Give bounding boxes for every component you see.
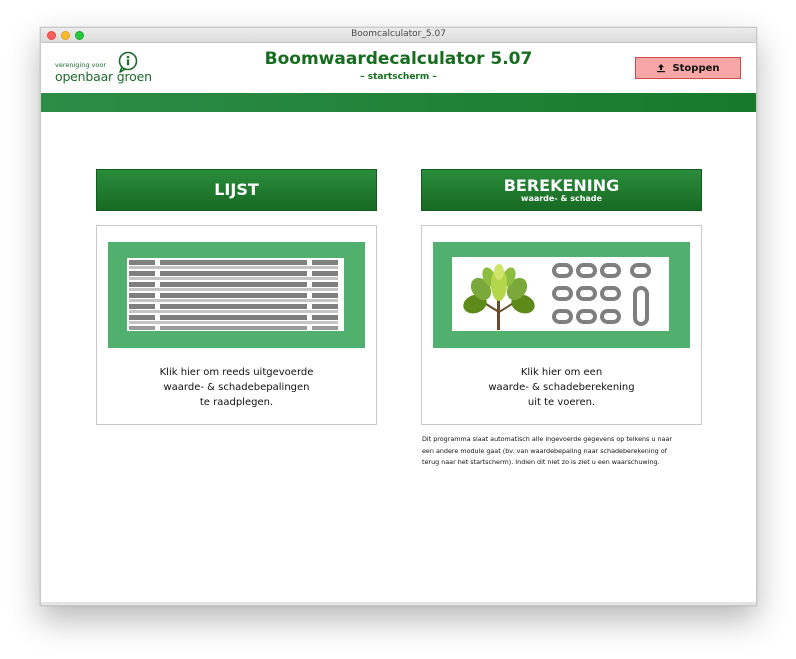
- stop-button-label: Stoppen: [672, 62, 720, 74]
- app-subtitle: – startscherm –: [360, 72, 437, 82]
- header-green-bar: [41, 93, 756, 112]
- window-bottom-edge: [41, 602, 756, 605]
- info-line-2: een andere module gaat (bv. van waardebepaling naar schadeberekening of: [422, 446, 667, 455]
- berekening-description-line-3: uit te voeren.: [527, 397, 596, 408]
- window-title: Boomcalculator_5.07: [351, 29, 446, 39]
- logo-big-text: openbaar groen: [55, 69, 152, 84]
- berekening-image: [433, 242, 690, 348]
- title-bar[interactable]: [41, 28, 756, 43]
- lijst-description-line-1: Klik hier om reeds uitgevoerde: [159, 367, 314, 378]
- lijst-heading: LIJST: [214, 180, 259, 199]
- info-line-1: Dit programma slaat automatisch alle ingevoerde gegevens op telkens u naar: [422, 435, 673, 443]
- berekening-subheading: waarde- & schade: [521, 194, 602, 203]
- berekening-description: [422, 365, 701, 410]
- berekening-description-line-1: Klik hier om een: [520, 367, 603, 378]
- app-title: Boomwaardecalculator 5.07: [264, 49, 533, 69]
- berekening-card[interactable]: [421, 225, 702, 425]
- lijst-description-line-3: te raadplegen.: [199, 397, 274, 408]
- logo-small-text: vereniging voor: [55, 61, 107, 69]
- lijst-card[interactable]: [96, 225, 377, 425]
- berekening-heading-button[interactable]: [421, 169, 702, 211]
- lijst-heading-button[interactable]: [96, 169, 377, 211]
- berekening-description-line-2: waarde- & schadeberekening: [488, 382, 635, 393]
- berekening-heading: BEREKENING: [503, 176, 620, 195]
- app-window: [40, 27, 757, 606]
- app-header: [41, 43, 756, 93]
- info-line-3: terug naar het startscherm). Indien dit niet zo is ziet u een waarschuwing.: [422, 458, 660, 466]
- tree-calculator-icon: [433, 242, 690, 348]
- lijst-image: [108, 242, 365, 348]
- upload-icon: [656, 63, 666, 73]
- list-table-icon: [108, 242, 365, 348]
- lijst-description: [97, 365, 376, 410]
- lijst-description-line-2: waarde- & schadebepalingen: [163, 382, 310, 393]
- autosave-info-text: [422, 434, 701, 469]
- stop-button[interactable]: [635, 57, 741, 79]
